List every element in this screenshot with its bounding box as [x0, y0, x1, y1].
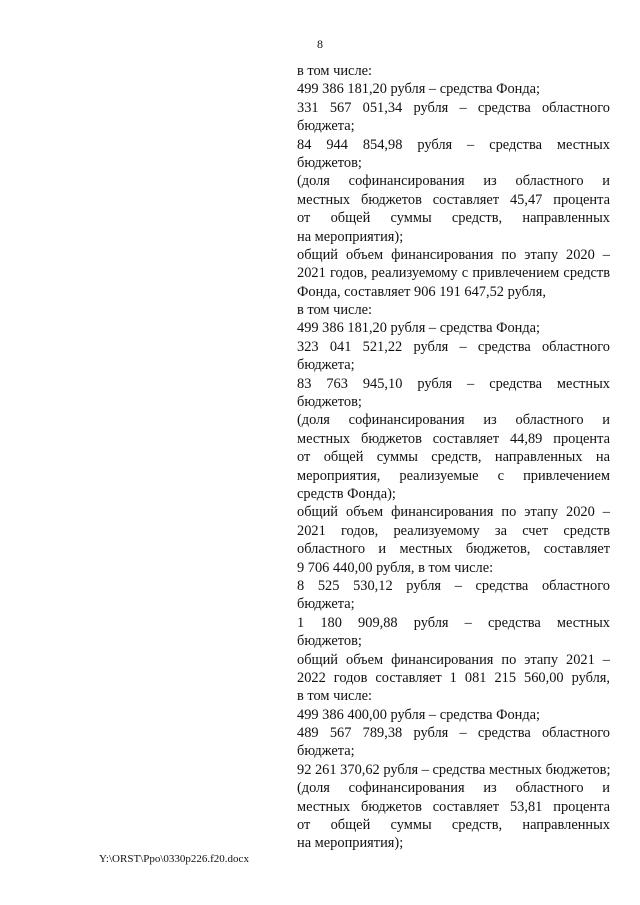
text-line: 8 525 530,12 рубля – средства областного — [297, 577, 610, 594]
text-line: от общей суммы средств, направленных на — [297, 449, 610, 466]
text-line: бюджета; — [297, 357, 355, 374]
text-line: Фонда, составляет 906 191 647,52 рубля, — [297, 283, 546, 300]
text-line: 83 763 945,10 рубля – средства местных — [297, 375, 610, 392]
text-line: в том числе: — [297, 688, 373, 705]
page-number: 8 — [317, 37, 323, 51]
text-line: бюджета; — [297, 596, 355, 613]
text-line: (доля софинансирования из областного и — [297, 412, 610, 429]
text-line: 499 386 181,20 рубля – средства Фонда; — [297, 320, 541, 337]
text-line: местных бюджетов составляет 44,89 процента — [297, 430, 610, 447]
text-line: бюджета; — [297, 118, 355, 135]
text-line: 499 386 181,20 рубля – средства Фонда; — [297, 81, 541, 98]
text-line: бюджетов; — [297, 633, 362, 650]
text-line: (доля софинансирования из областного и — [297, 780, 610, 797]
text-line: бюджета; — [297, 743, 355, 760]
text-line: местных бюджетов составляет 45,47 процента — [297, 191, 610, 208]
text-line: бюджетов; — [297, 154, 362, 171]
text-line: местных бюджетов составляет 53,81 процента — [297, 798, 610, 815]
text-line: 2021 годов, реализуемому за счет средств — [297, 522, 610, 539]
text-line: от общей суммы средств, направленных — [297, 210, 610, 227]
text-line: в том числе: — [297, 302, 373, 319]
text-line: от общей суммы средств, направленных — [297, 817, 610, 834]
text-line: (доля софинансирования из областного и — [297, 173, 610, 190]
text-line: 489 567 789,38 рубля – средства областного — [297, 725, 610, 742]
text-line: 92 261 370,62 рубля – средства местных бюджетов; — [297, 761, 611, 778]
text-line: общий объем финансирования по этапу 2020 – — [297, 504, 610, 521]
text-line: 499 386 400,00 рубля – средства Фонда; — [297, 706, 541, 723]
text-line: 331 567 051,34 рубля – средства областного — [297, 99, 610, 116]
text-line: общий объем финансирования по этапу 2020 – — [297, 246, 610, 263]
text-line: 1 180 909,88 рубля – средства местных — [297, 614, 610, 631]
text-line: 323 041 521,22 рубля – средства областного — [297, 338, 610, 355]
footer-file-path: Y:\ORST\Ppo\0330p226.f20.docx — [99, 853, 249, 865]
text-line: бюджетов; — [297, 394, 362, 411]
text-line: общий объем финансирования по этапу 2021 – — [297, 651, 610, 668]
text-line: 84 944 854,98 рубля – средства местных — [297, 136, 610, 153]
text-line: на мероприятия); — [297, 228, 404, 245]
text-line: на мероприятия); — [297, 835, 404, 852]
document-body — [297, 62, 610, 853]
text-line: 2022 годов составляет 1 081 215 560,00 рубля, — [297, 669, 610, 686]
text-line: в том числе: — [297, 63, 373, 79]
text-line: 9 706 440,00 рубля, в том числе: — [297, 559, 494, 576]
text-line: средств Фонда); — [297, 485, 396, 502]
text-line: мероприятия, реализуемые с привлечением — [297, 467, 610, 484]
text-line: 2021 годов, реализуемому с привлечением средств — [297, 265, 610, 282]
text-line: областного и местных бюджетов, составляет — [297, 541, 610, 558]
